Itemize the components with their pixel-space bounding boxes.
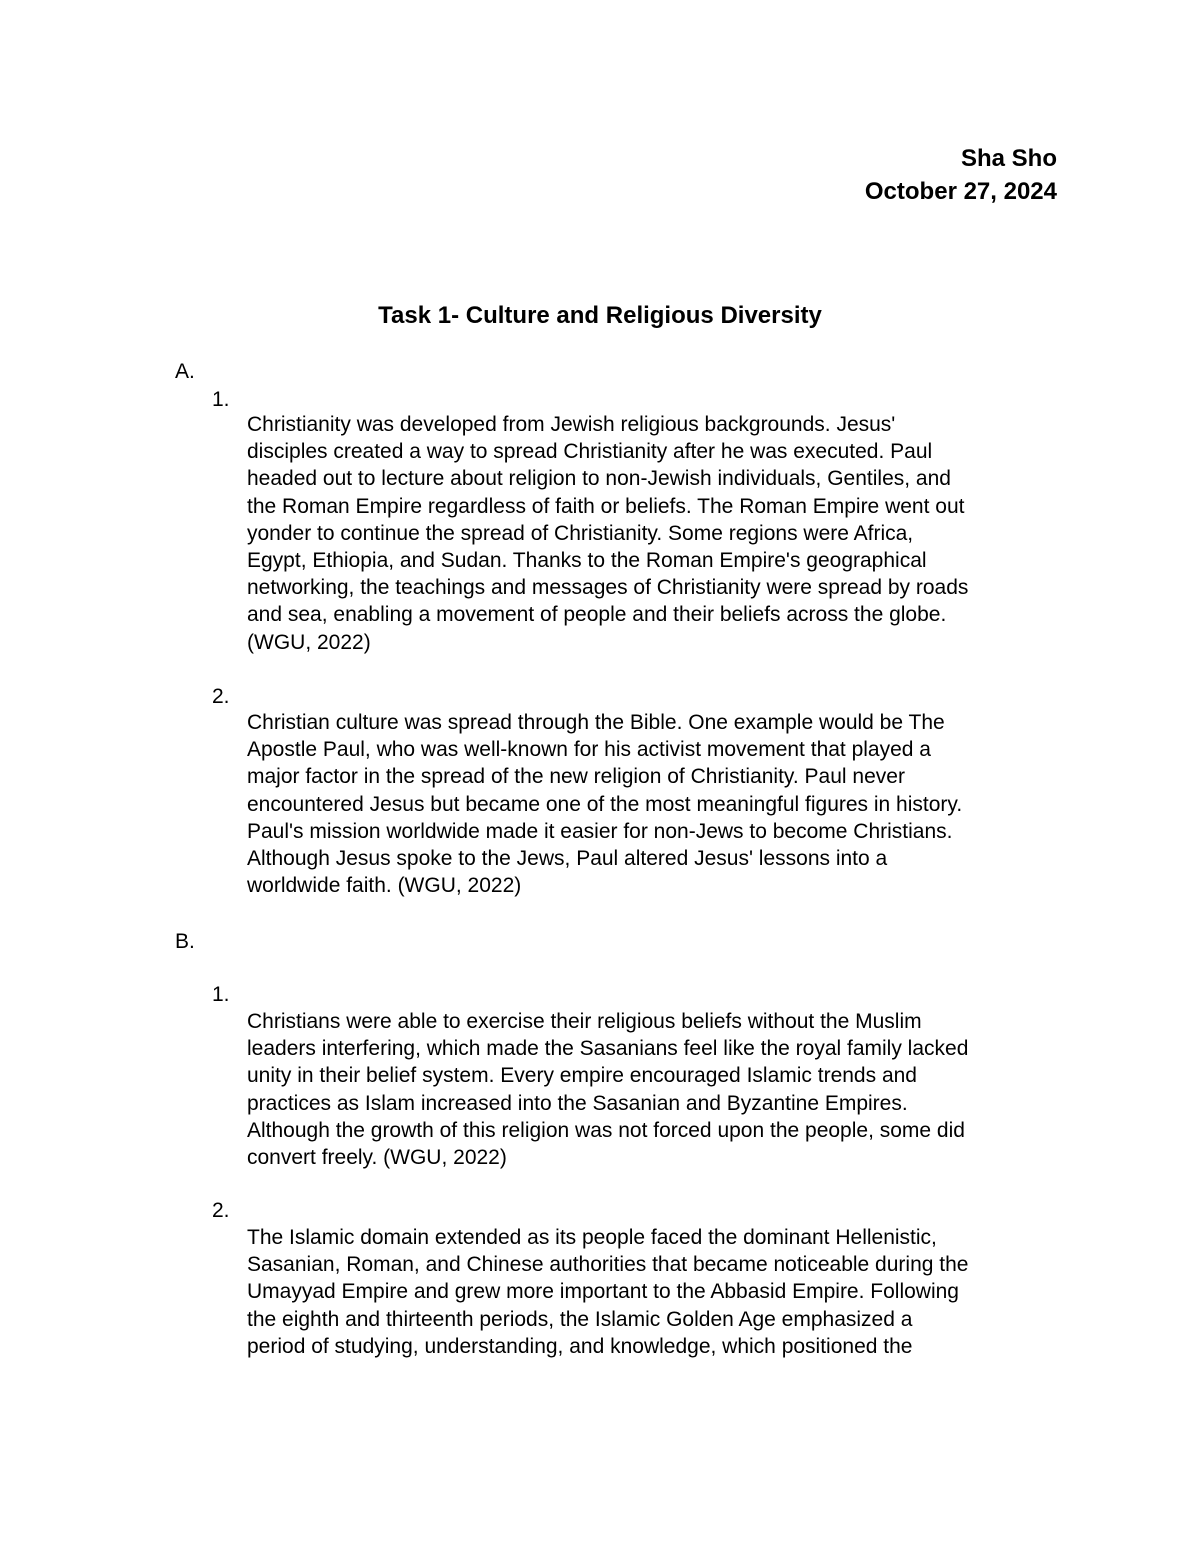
paragraph-line: Although Jesus spoke to the Jews, Paul altered Jesus' lessons into a [247,847,888,871]
section-a-item-2-number: 2. [212,685,230,708]
paragraph-line: encountered Jesus but became one of the most meaningful figures in history. [247,792,963,816]
paragraph-line: practices as Islam increased into the Sasanian and Byzantine Empires. [247,1091,908,1115]
paragraph-line: and sea, enabling a movement of people and their beliefs across the globe. [247,603,947,627]
paragraph-line: (WGU, 2022) [247,630,371,654]
paragraph-line: yonder to continue the spread of Christianity. Some regions were Africa, [247,521,914,545]
paragraph-line: Sasanian, Roman, and Chinese authorities that became noticeable during the [247,1253,969,1277]
paragraph-line: Christianity was developed from Jewish religious backgrounds. Jesus' [247,413,896,436]
paragraph-line: Christian culture was spread through the Bible. One example would be The [247,711,945,734]
paragraph-line: worldwide faith. (WGU, 2022) [247,874,522,898]
paragraph-line: Apostle Paul, who was well-known for his activist movement that played a [247,738,931,762]
author-name: Sha Sho [960,145,1057,172]
paragraph-line: unity in their belief system. Every empire encouraged Islamic trends and [247,1064,917,1088]
paragraph-line: Umayyad Empire and grew more important to the Abbasid Empire. Following [247,1280,959,1304]
section-letter-b: B. [175,930,195,953]
paragraph-line: The Islamic domain extended as its people faced the dominant Hellenistic, [247,1226,937,1249]
paragraph-line: convert freely. (WGU, 2022) [247,1146,507,1170]
author-block [865,142,1057,208]
section-a-item-1-number: 1. [212,388,230,411]
section-letter-a: A. [175,360,195,383]
paragraph-line: Egypt, Ethiopia, and Sudan. Thanks to the Roman Empire's geographical [247,549,927,573]
paragraph-line: Paul's mission worldwide made it easier for non-Jews to become Christians. [247,819,953,843]
paragraph-line: headed out to lecture about religion to non-Jewish individuals, Gentiles, and [247,467,951,491]
paragraph-line: leaders interfering, which made the Sasanians feel like the royal family lacked [247,1037,969,1061]
paragraph-line: Although the growth of this religion was not forced upon the people, some did [247,1118,965,1142]
paragraph-line: Christians were able to exercise their religious beliefs without the Muslim [247,1010,922,1033]
paragraph-line: period of studying, understanding, and knowledge, which positioned the [247,1334,913,1358]
paragraph-line: disciples created a way to spread Christianity after he was executed. Paul [247,440,933,464]
paragraph-line: networking, the teachings and messages of Christianity were spread by roads [247,576,969,600]
paragraph-line: the Roman Empire regardless of faith or beliefs. The Roman Empire went out [247,494,965,518]
section-b-item-2-paragraph [247,1224,1077,1360]
section-b-item-1-number: 1. [212,983,230,1006]
section-b-item-2-number: 2. [212,1199,230,1222]
paragraph-line: the eighth and thirteenth periods, the Islamic Golden Age emphasized a [247,1307,913,1331]
paragraph-line: major factor in the spread of the new religion of Christianity. Paul never [247,765,905,789]
document-title: Task 1- Culture and Religious Diversity [378,302,822,329]
document-date: October 27, 2024 [864,178,1057,205]
section-b-item-1-paragraph [247,1008,1077,1171]
section-a-item-2-paragraph [247,709,1077,899]
section-a-item-1-paragraph [247,411,1077,656]
